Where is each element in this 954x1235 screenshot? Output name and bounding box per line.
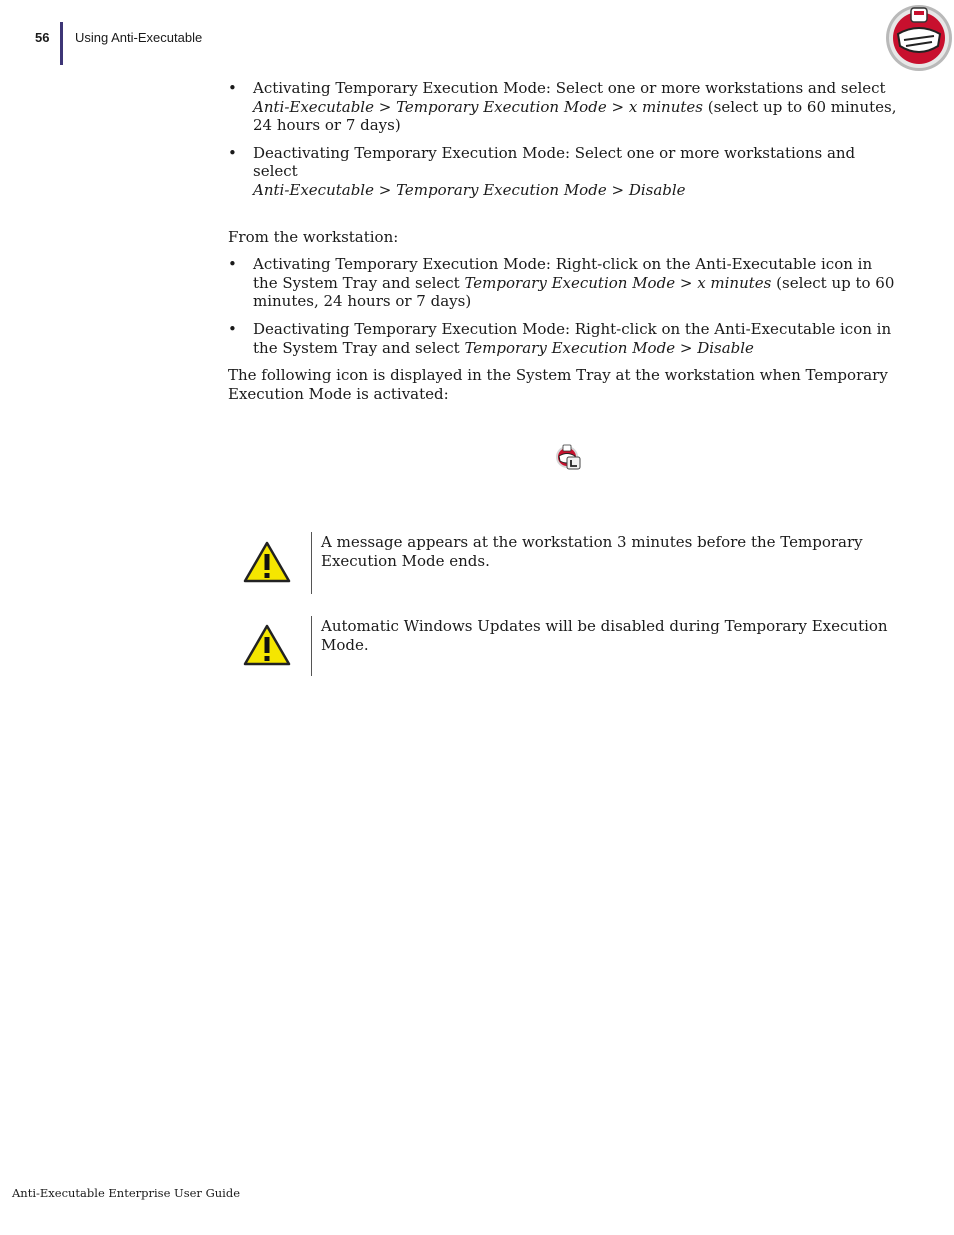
menu-path: Temporary Execution Mode [396, 180, 607, 199]
menu-path: Temporary Execution Mode [396, 97, 607, 116]
menu-path: x minutes [628, 97, 703, 116]
menu-path: Disable [628, 180, 686, 199]
path-separator: > [606, 180, 629, 199]
header-divider [60, 22, 63, 65]
page-number: 56 [35, 30, 50, 45]
main-content [228, 79, 898, 403]
note-divider [311, 616, 312, 676]
note-text: Automatic Windows Updates will be disabled during Temporary Execution Mode. [321, 617, 888, 654]
bullet-text: Deactivating Temporary Execution Mode: Right-click on the Anti-Executable icon in the System Tray and select [253, 319, 892, 357]
bullet-text: (select up to 60 minutes, 24 hours or 7 days) [253, 97, 897, 135]
menu-path: Temporary Execution Mode [464, 273, 676, 292]
menu-path: Disable [697, 338, 754, 357]
warning-note [243, 616, 893, 676]
bullet-text: Activating Temporary Execution Mode: Select one or more workstations and select [253, 79, 886, 97]
path-separator: > [675, 273, 698, 292]
footer-guide-title: Anti-Executable Enterprise User Guide [12, 1186, 241, 1200]
console-instructions-list [228, 79, 898, 200]
bullet-icon: • [228, 255, 237, 274]
warning-icon [243, 541, 291, 583]
path-separator: > [373, 97, 397, 116]
note-text: A message appears at the workstation 3 minutes before the Temporary Execution Mode ends. [321, 533, 863, 570]
bullet-text: Deactivating Temporary Execution Mode: Select one or more workstations and select [253, 143, 856, 181]
bullet-icon: • [228, 143, 237, 162]
path-separator: > [606, 97, 629, 116]
workstation-heading: From the workstation: [228, 227, 399, 246]
path-separator: > [373, 180, 397, 199]
path-separator: > [675, 338, 698, 357]
menu-path: Anti-Executable [253, 180, 374, 199]
note-divider [311, 532, 312, 594]
list-item [228, 79, 898, 135]
bullet-text: (select up to 60 minutes, 24 hours or 7 days) [253, 273, 895, 311]
menu-path: x minutes [697, 273, 772, 292]
temporary-execution-tray-icon [553, 443, 583, 471]
workstation-instructions-list [228, 255, 898, 357]
warning-icon [243, 624, 291, 666]
bullet-icon: • [228, 79, 237, 97]
warning-note [243, 532, 893, 594]
anti-executable-logo-icon [882, 2, 954, 72]
bullet-icon: • [228, 319, 237, 338]
section-title: Using Anti-Executable [75, 30, 203, 45]
list-item [228, 320, 898, 357]
menu-path: Anti-Executable [253, 97, 374, 116]
list-item [228, 255, 898, 311]
bullet-text: Activating Temporary Execution Mode: Right-click on the Anti-Executable icon in the System Tray and select [253, 255, 873, 292]
icon-intro-text: The following icon is displayed in the System Tray at the workstation when Temporary Execution Mode is activated: [228, 366, 888, 403]
menu-path: Temporary Execution Mode [464, 338, 676, 357]
list-item [228, 144, 898, 200]
